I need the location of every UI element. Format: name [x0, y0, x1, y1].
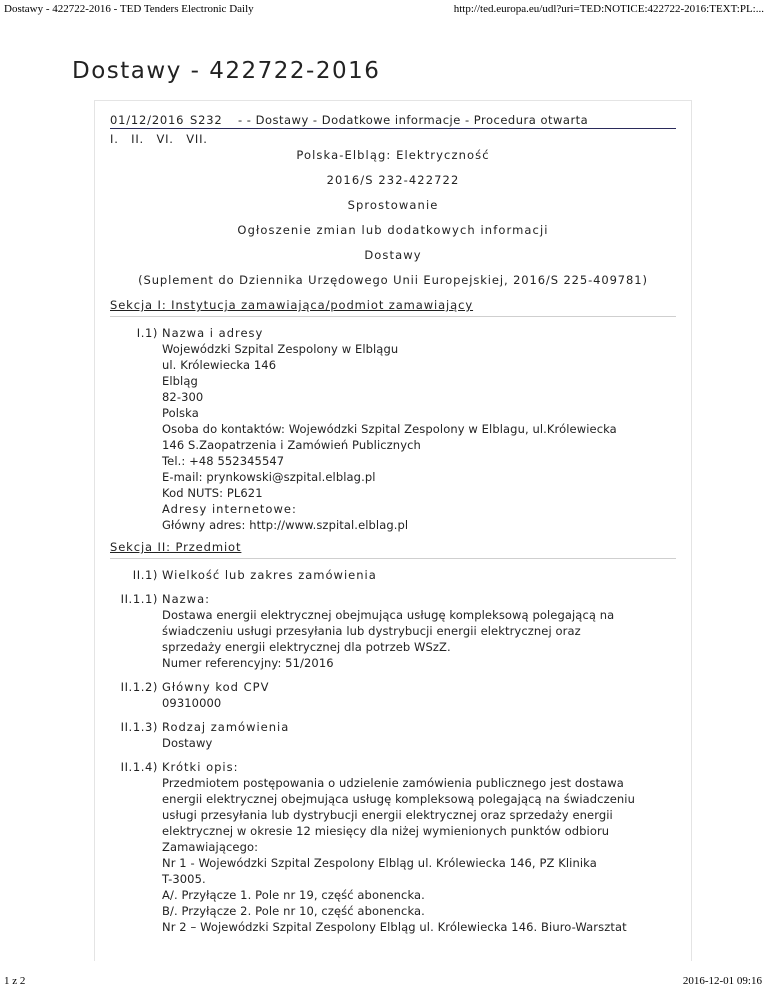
page-counter: 1 z 2 [4, 975, 26, 987]
entry-label: Rodzaj zamówienia [162, 720, 290, 734]
entry-line: 82-300 [162, 390, 204, 404]
entry-line: ul. Królewiecka 146 [162, 358, 277, 372]
entry-sublabel: Adresy internetowe: [162, 502, 297, 516]
section-heading-2-label[interactable]: Sekcja II: Przedmiot [110, 540, 242, 554]
nav-link-section-1[interactable]: I. [110, 132, 119, 146]
notice-form-name: Ogłoszenie zmian lub dodatkowych informacji [237, 223, 549, 237]
entry-line: Przedmiotem postępowania o udzielenie zamówienia publicznego jest dostawa [162, 776, 624, 790]
entry-line: sprzedaży energii elektrycznej dla potrzeb WSzZ. [162, 640, 451, 654]
entry-line: Kod NUTS: PL621 [162, 486, 263, 500]
entry-line: T-3005. [162, 872, 206, 886]
notice-topline [110, 112, 676, 129]
notice-place-subject: Polska-Elbląg: Elektryczność [296, 148, 490, 162]
entry-number: II.1.2) [120, 680, 158, 694]
entry-number: II.1.3) [120, 720, 158, 734]
entry-number: II.1) [132, 568, 158, 582]
print-header-title: Dostawy - 422722-2016 - TED Tenders Electronic Daily [4, 3, 254, 15]
print-footer [0, 975, 768, 991]
entry-line: Dostawa energii elektrycznej obejmująca usługę kompleksową polegającą na [162, 608, 615, 622]
notice-code: S232 [190, 113, 223, 127]
section-heading-2 [110, 539, 676, 559]
entry-line: Zamawiającego: [162, 840, 259, 854]
entry-line: 09310000 [162, 696, 222, 710]
section-nav [110, 131, 676, 147]
page-title: Dostawy - 422722-2016 [72, 58, 381, 84]
entry-line: Wojewódzki Szpital Zespolony w Elblągu [162, 342, 399, 356]
section-heading-1-label[interactable]: Sekcja I: Instytucja zamawiająca/podmiot zamawiający [110, 298, 474, 312]
entry-line: B/. Przyłącze 2. Pole nr 10, część abonencka. [162, 904, 425, 918]
entry-line: Dostawy [162, 736, 213, 750]
entry-line: Nr 1 - Wojewódzki Szpital Zespolony Elbląg ul. Królewiecka 146, PZ Klinika [162, 856, 597, 870]
entry-line: Nr 2 – Wojewódzki Szpital Zespolony Elbląg ul. Królewiecka 146. Biuro-Warsztat [162, 920, 627, 934]
nav-link-section-7[interactable]: VII. [186, 132, 208, 146]
section-heading-1 [110, 297, 676, 317]
website-link[interactable]: Główny adres: http://www.szpital.elblag.pl [162, 518, 409, 532]
entry-ii-1-2 [110, 679, 676, 711]
entry-i-1 [110, 325, 676, 533]
nav-link-section-6[interactable]: VI. [156, 132, 174, 146]
entry-ii-1-4 [110, 759, 676, 935]
entry-label: Krótki opis: [162, 760, 239, 774]
entry-line: Tel.: +48 552345547 [162, 454, 285, 468]
entry-line: 146 S.Zaopatrzenia i Zamówień Publicznych [162, 438, 421, 452]
notice-number: 2016/S 232-422722 [326, 173, 460, 187]
email-link[interactable]: E-mail: prynkowski@szpital.elblag.pl [162, 470, 376, 484]
entry-line: usługi przesyłania lub dystrybucji energii elektrycznej oraz sprzedaży energii [162, 808, 613, 822]
entry-line: elektrycznej w okresie 12 miesięcy dla niżej wymienionych punktów odbioru [162, 824, 610, 838]
entry-number: I.1) [136, 326, 158, 340]
entry-ii-1-3 [110, 719, 676, 751]
entry-line: Polska [162, 406, 199, 420]
entry-number: II.1.4) [120, 760, 158, 774]
notice-content [110, 112, 676, 935]
notice-supplement-ref: (Suplement do Dziennika Urzędowego Unii Europejskiej, 2016/S 225-409781) [138, 273, 648, 287]
notice-date: 01/12/2016 [110, 113, 185, 127]
nav-link-section-2[interactable]: II. [131, 132, 144, 146]
entry-line: Osoba do kontaktów: Wojewódzki Szpital Zespolony w Elblagu, ul.Królewiecka [162, 422, 617, 436]
entry-ii-1-1 [110, 591, 676, 671]
notice-contract-type: Dostawy [364, 248, 422, 262]
entry-label: Nazwa: [162, 592, 211, 606]
entry-line: Elbląg [162, 374, 198, 388]
print-header-url: http://ted.europa.eu/udl?uri=TED:NOTICE:422722-2016:TEXT:PL:... [453, 3, 764, 15]
entry-line: energii elektrycznej obejmująca usługę kompleksową polegającą na świadczeniu [162, 792, 635, 806]
entry-number: II.1.1) [120, 592, 158, 606]
entry-label: Nazwa i adresy [162, 326, 264, 340]
notice-header-block [110, 147, 676, 288]
entry-label: Główny kod CPV [162, 680, 270, 694]
entry-ii-1 [110, 567, 676, 583]
entry-line: A/. Przyłącze 1. Pole nr 19, część abonencka. [162, 888, 425, 902]
entry-line: Numer referencyjny: 51/2016 [162, 656, 334, 670]
entry-label: Wielkość lub zakres zamówienia [162, 568, 377, 582]
notice-description: - - Dostawy - Dodatkowe informacje - Procedura otwarta [238, 113, 589, 127]
notice-type: Sprostowanie [347, 198, 439, 212]
print-timestamp: 2016-12-01 09:16 [682, 975, 762, 987]
print-header [0, 0, 768, 18]
entry-line: świadczeniu usługi przesyłania lub dystrybucji energii elektrycznej oraz [162, 624, 581, 638]
